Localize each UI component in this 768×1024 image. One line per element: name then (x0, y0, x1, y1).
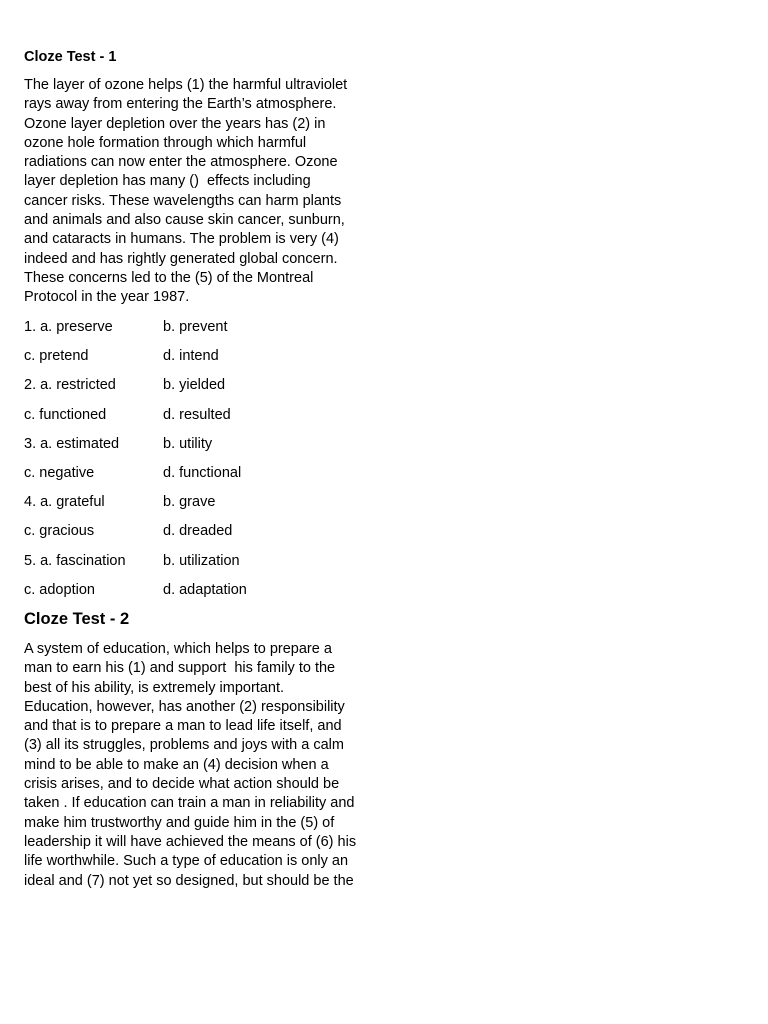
option-text: 4. a. grateful (24, 494, 105, 511)
option-text: d. resulted (163, 406, 231, 423)
cloze-test-2-passage (24, 640, 394, 891)
cloze-test-1-title: Cloze Test - 1 (24, 49, 117, 65)
cloze-test-1-passage (24, 76, 394, 308)
passage-line: rays away from entering the Earth’s atmosphere. (24, 96, 337, 113)
option-row (24, 347, 324, 376)
option-row (24, 406, 324, 435)
option-row (24, 376, 324, 405)
cloze-test-2-title: Cloze Test - 2 (24, 610, 130, 628)
passage-line: layer depletion has many () effects including (24, 173, 311, 190)
passage-line: man to earn his (1) and support his family to the (24, 660, 336, 677)
passage-line: and cataracts in humans. The problem is very (4) (24, 231, 339, 248)
option-text: 3. a. estimated (24, 435, 120, 452)
option-text: b. prevent (163, 319, 228, 335)
option-text: c. adoption (24, 581, 95, 598)
passage-line: ideal and (7) not yet so designed, but should be the (24, 872, 354, 889)
passage-line: best of his ability, is extremely important. (24, 679, 285, 696)
option-text: 5. a. fascination (24, 552, 126, 569)
option-text: b. grave (163, 494, 216, 511)
passage-line: A system of education, which helps to prepare a (24, 641, 332, 657)
option-text: b. utility (163, 435, 213, 452)
cloze-test-1-options (24, 318, 324, 610)
passage-line: Protocol in the year 1987. (24, 289, 190, 306)
passage-line: These concerns led to the (5) of the Montreal (24, 269, 314, 286)
passage-line: indeed and has rightly generated global concern. (24, 250, 338, 267)
passage-line: leadership it will have achieved the means of (6) his (24, 833, 357, 850)
option-text: c. gracious (24, 523, 95, 540)
option-row (24, 493, 324, 522)
passage-line: mind to be able to make an (4) decision when a (24, 756, 329, 773)
passage-line: life worthwhile. Such a type of education is only an (24, 853, 349, 870)
passage-line: make him trustworthy and guide him in the (5) of (24, 814, 335, 831)
option-row (24, 522, 324, 551)
passage-line: crisis arises, and to decide what action should be (24, 776, 340, 793)
option-text: c. pretend (24, 348, 89, 365)
passage-line: cancer risks. These wavelengths can harm plants (24, 192, 342, 209)
option-row (24, 581, 324, 610)
passage-line: and animals and also cause skin cancer, sunburn, (24, 212, 345, 229)
option-text: d. intend (163, 348, 219, 365)
passage-line: and that is to prepare a man to lead life itself, and (24, 718, 342, 735)
passage-line: ozone hole formation through which harmful (24, 134, 307, 151)
option-text: 2. a. restricted (24, 377, 116, 394)
option-text: c. functioned (24, 406, 107, 423)
passage-line: Education, however, has another (2) responsibility (24, 698, 345, 715)
option-text: 1. a. preserve (24, 319, 113, 335)
option-row (24, 435, 324, 464)
passage-line: Ozone layer depletion over the years has (2) in (24, 115, 326, 132)
option-row (24, 464, 324, 493)
option-text: b. yielded (163, 377, 226, 394)
passage-line: (3) all its struggles, problems and joys with a calm (24, 737, 344, 754)
option-text: c. negative (24, 464, 95, 481)
option-text: d. functional (163, 464, 242, 481)
passage-line: taken . If education can train a man in reliability and (24, 795, 355, 812)
passage-line: The layer of ozone helps (1) the harmful ultraviolet (24, 77, 348, 93)
option-text: b. utilization (163, 552, 240, 569)
option-row (24, 552, 324, 581)
option-text: d. adaptation (163, 581, 247, 598)
passage-line: radiations can now enter the atmosphere. Ozone (24, 154, 338, 171)
option-text: d. dreaded (163, 523, 233, 540)
option-row (24, 318, 324, 347)
